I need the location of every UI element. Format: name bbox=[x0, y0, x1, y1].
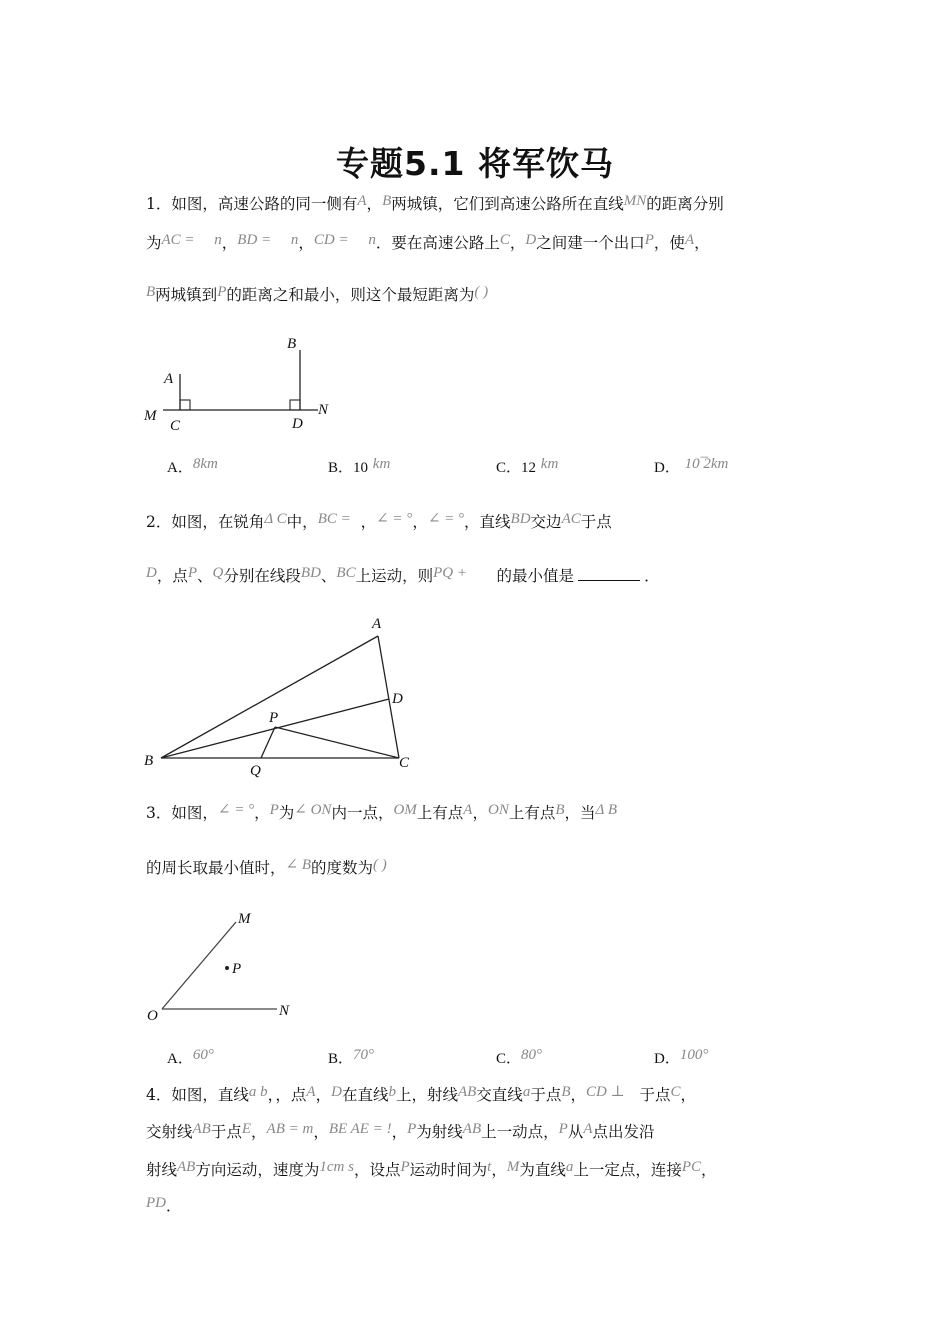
q3-text: 上有点 bbox=[416, 804, 464, 822]
math-p: P bbox=[187, 565, 198, 581]
math-q: Q bbox=[212, 565, 224, 581]
q1-text: 两城镇到 bbox=[155, 286, 218, 304]
q3-option-a[interactable] bbox=[167, 1048, 214, 1069]
math-p: P bbox=[217, 284, 227, 300]
math-c: C bbox=[499, 232, 510, 248]
math-perp: CD ⊥ bbox=[586, 1084, 625, 1100]
q2-line-1: 2．如图，在锐角Δ C中，BC = ，∠ = °，∠ = °，直线BD交边AC于点 bbox=[146, 511, 612, 531]
option-label: D． bbox=[654, 460, 680, 476]
label-m: M bbox=[238, 911, 251, 927]
math-b: B bbox=[146, 284, 156, 300]
label-q: Q bbox=[250, 763, 261, 779]
option-label: C． bbox=[496, 1051, 522, 1067]
q2-text: ，点 bbox=[156, 567, 188, 585]
q1-option-d[interactable] bbox=[654, 457, 728, 478]
q3-line-1: 3．如图，∠ = °，P为∠ ON内一点，OM上有点A，ON上有点B，当Δ B bbox=[146, 802, 617, 822]
q4-line-1: 4．如图，直线a b，，点A，D在直线b上，射线AB交直线a于点B，CD ⊥ 于点C， bbox=[146, 1084, 697, 1104]
math-ab: AB bbox=[462, 1121, 482, 1137]
option-value: 100° bbox=[679, 1047, 709, 1063]
math-expr: PQ + bbox=[433, 565, 467, 581]
math-speed: 1cm s bbox=[319, 1159, 354, 1175]
label-a: A bbox=[372, 616, 382, 632]
math-a: A bbox=[357, 193, 367, 209]
q4-text: 上，射线 bbox=[395, 1086, 458, 1104]
math-on: ON bbox=[487, 802, 509, 818]
q4-text: 从 bbox=[567, 1123, 584, 1141]
q1-text: 的距离分别 bbox=[646, 195, 724, 213]
answer-paren: ( ) bbox=[373, 857, 387, 873]
math-e: E bbox=[241, 1121, 252, 1137]
math-a-line: a bbox=[565, 1159, 574, 1175]
math-d: D bbox=[525, 232, 537, 248]
sep: 、 bbox=[197, 567, 213, 585]
math-pd: PD bbox=[146, 1195, 166, 1211]
q4-text: 在直线 bbox=[341, 1086, 389, 1104]
math-angle: ∠ = ° bbox=[217, 802, 255, 818]
math-a: A bbox=[463, 802, 473, 818]
math-angle: ∠ = ° bbox=[376, 511, 413, 527]
math-ab: AB bbox=[177, 1159, 196, 1175]
q4-text: 于点 bbox=[639, 1086, 671, 1104]
q4-line-2: 交射线AB于点E，AB = m，BE AE = !，P为射线AB上一动点，P从A点出发沿 bbox=[146, 1121, 655, 1141]
q2-text: 分别在线段 bbox=[223, 567, 301, 585]
q4-line-3: 射线AB方向运动，速度为1cm s，设点P运动时间为t，M为直线a上一定点，连接PC， bbox=[146, 1159, 717, 1179]
q3-text: ， bbox=[254, 804, 270, 822]
option-value: 70° bbox=[353, 1047, 375, 1063]
q4-text: 交直线 bbox=[476, 1086, 523, 1104]
math-m: M bbox=[506, 1159, 520, 1175]
q2-text: 的最小值是 bbox=[496, 567, 575, 585]
q3-text: ，当 bbox=[564, 804, 596, 822]
answer-blank[interactable] bbox=[578, 566, 640, 581]
q1-text: 为 bbox=[146, 234, 162, 252]
option-label: A． bbox=[167, 1051, 193, 1067]
q3-line-2 bbox=[146, 858, 387, 879]
math-mn: MN bbox=[623, 193, 647, 209]
label-o: O bbox=[147, 1008, 158, 1024]
q1-option-a[interactable] bbox=[167, 457, 218, 478]
q1-option-c[interactable] bbox=[496, 457, 558, 478]
q1-figure bbox=[140, 325, 360, 440]
q4-text: 为直线 bbox=[519, 1161, 566, 1179]
math-unit: n bbox=[214, 232, 222, 248]
label-m: M bbox=[144, 408, 157, 424]
label-p: P bbox=[269, 710, 279, 726]
math-triangle: Δ B bbox=[595, 802, 617, 818]
q4-text: 4．如图，直线 bbox=[146, 1086, 249, 1104]
math-om: OM bbox=[393, 802, 417, 818]
math-b-line: b bbox=[388, 1084, 396, 1100]
q3-text: 3．如图， bbox=[146, 804, 218, 822]
math-ac: AC bbox=[561, 511, 581, 527]
q1-line-1 bbox=[146, 194, 724, 215]
q1-text: 的距离之和最小，则这个最短距离为 bbox=[226, 286, 475, 304]
option-label: B．10 bbox=[328, 460, 369, 476]
q1-line-2: 为AC = n，BD = n，CD = n．要在高速公路上C，D之间建一个出口P，使A， bbox=[146, 232, 710, 252]
option-value: 10 ̅2km bbox=[684, 456, 729, 472]
label-n: N bbox=[318, 402, 329, 418]
q3-text: 上有点 bbox=[508, 804, 556, 822]
q2-text: 于点 bbox=[580, 513, 612, 531]
math-cd: CD = bbox=[313, 232, 349, 248]
math-b: B bbox=[555, 802, 565, 818]
q3-option-b[interactable] bbox=[328, 1048, 374, 1069]
math-a: A bbox=[583, 1121, 593, 1137]
math-triangle: Δ C bbox=[264, 511, 287, 527]
q4-text: 交射线 bbox=[146, 1123, 193, 1141]
q2-text: ， bbox=[360, 513, 377, 531]
q2-text: 上运动，则 bbox=[355, 567, 434, 585]
option-label: A． bbox=[167, 460, 193, 476]
q1-text: ，使 bbox=[653, 234, 685, 252]
math-c: C bbox=[670, 1084, 681, 1100]
q3-text: 为 bbox=[278, 804, 295, 822]
math-parallel: a b bbox=[248, 1084, 268, 1100]
math-be-ae: BE AE = ! bbox=[328, 1121, 392, 1137]
math-angle: ∠ ON bbox=[294, 802, 332, 818]
q4-text: 上一定点，连接 bbox=[573, 1161, 682, 1179]
math-angle: ∠ = ° bbox=[427, 511, 465, 527]
q1-text: ．要在高速公路上 bbox=[375, 234, 500, 252]
math-pc: PC bbox=[681, 1159, 702, 1175]
math-unit: n bbox=[368, 232, 376, 248]
label-p: P bbox=[232, 961, 242, 977]
period: ． bbox=[644, 567, 660, 585]
math-ab: AB bbox=[192, 1121, 211, 1137]
option-value: km bbox=[372, 456, 391, 472]
q4-text: ，点 bbox=[275, 1086, 307, 1104]
q3-option-d[interactable] bbox=[654, 1048, 708, 1069]
q1-text: 1．如图，高速公路的同一侧有 bbox=[146, 195, 358, 213]
period: ． bbox=[166, 1197, 182, 1215]
math-p: P bbox=[558, 1121, 568, 1137]
q2-text: 2．如图，在锐角 bbox=[146, 513, 265, 531]
math-ac: AC = bbox=[161, 232, 195, 248]
q2-text: 中， bbox=[286, 513, 318, 531]
page-title: 专题5.1 将军饮马 bbox=[336, 144, 614, 183]
label-n: N bbox=[279, 1003, 290, 1019]
label-d: D bbox=[292, 416, 303, 432]
q4-text: 为射线 bbox=[416, 1123, 463, 1141]
math-bc: BC bbox=[336, 565, 356, 581]
q2-text: ，直线 bbox=[464, 513, 511, 531]
option-value: km bbox=[540, 456, 559, 472]
math-unit: n bbox=[290, 232, 299, 248]
q2-line-2 bbox=[146, 566, 660, 587]
q4-text: 运动时间为 bbox=[409, 1161, 488, 1179]
math-ab: AB bbox=[457, 1084, 477, 1100]
math-a: A bbox=[684, 232, 695, 248]
math-a: A bbox=[306, 1084, 316, 1100]
math-t: t bbox=[487, 1159, 492, 1175]
q3-option-c[interactable] bbox=[496, 1048, 542, 1069]
q4-text: 于点 bbox=[210, 1123, 242, 1141]
label-b: B bbox=[144, 753, 154, 769]
q1-option-b[interactable] bbox=[328, 457, 390, 478]
math-a-line: a bbox=[522, 1084, 531, 1100]
label-b: B bbox=[287, 336, 297, 352]
q4-text: ，设点 bbox=[353, 1161, 401, 1179]
option-value: 8km bbox=[192, 456, 218, 472]
sep: 、 bbox=[320, 567, 337, 585]
math-p: P bbox=[400, 1159, 410, 1175]
q2-text: 交边 bbox=[530, 513, 562, 531]
math-bc: BC = bbox=[317, 511, 351, 527]
q3-figure bbox=[140, 900, 310, 1030]
math-bd: BD = bbox=[237, 232, 272, 248]
math-d: D bbox=[331, 1084, 342, 1100]
q4-text: 射线 bbox=[146, 1161, 178, 1179]
option-value: 80° bbox=[521, 1047, 543, 1063]
q4-line-4 bbox=[146, 1196, 182, 1217]
q3-text: 的周长取最小值时， bbox=[146, 859, 286, 877]
q2-figure bbox=[140, 605, 420, 785]
q1-text: 两城镇，它们到高速公路所在直线 bbox=[391, 195, 624, 213]
label-c: C bbox=[170, 418, 181, 434]
q1-text: 之间建一个出口 bbox=[536, 234, 645, 252]
math-bd: BD bbox=[510, 511, 531, 527]
label-c: C bbox=[399, 755, 410, 771]
q1-line-3 bbox=[146, 285, 488, 306]
q3-text: 内一点， bbox=[331, 804, 394, 822]
math-p: P bbox=[644, 232, 654, 248]
math-b: B bbox=[561, 1084, 571, 1100]
q4-text: 点出发沿 bbox=[592, 1123, 655, 1141]
option-label: C．12 bbox=[496, 460, 537, 476]
option-label: D． bbox=[654, 1051, 680, 1067]
q4-text: 上一动点， bbox=[481, 1123, 559, 1141]
math-b: B bbox=[382, 193, 392, 209]
math-p: P bbox=[269, 802, 279, 818]
q4-text: 方向运动，速度为 bbox=[195, 1161, 320, 1179]
option-value: 60° bbox=[192, 1047, 214, 1063]
q4-text: 于点 bbox=[530, 1086, 562, 1104]
math-angle: ∠ B bbox=[285, 857, 311, 873]
math-bd: BD bbox=[300, 565, 321, 581]
q3-text: 的度数为 bbox=[311, 859, 374, 877]
comma: ， bbox=[366, 195, 383, 213]
math-ab-eq: AB = m bbox=[266, 1121, 314, 1137]
label-a: A bbox=[164, 371, 174, 387]
answer-paren: ( ) bbox=[474, 284, 489, 300]
label-d: D bbox=[392, 691, 403, 707]
math-d: D bbox=[146, 565, 157, 581]
option-label: B． bbox=[328, 1051, 354, 1067]
math-p: P bbox=[407, 1121, 417, 1137]
